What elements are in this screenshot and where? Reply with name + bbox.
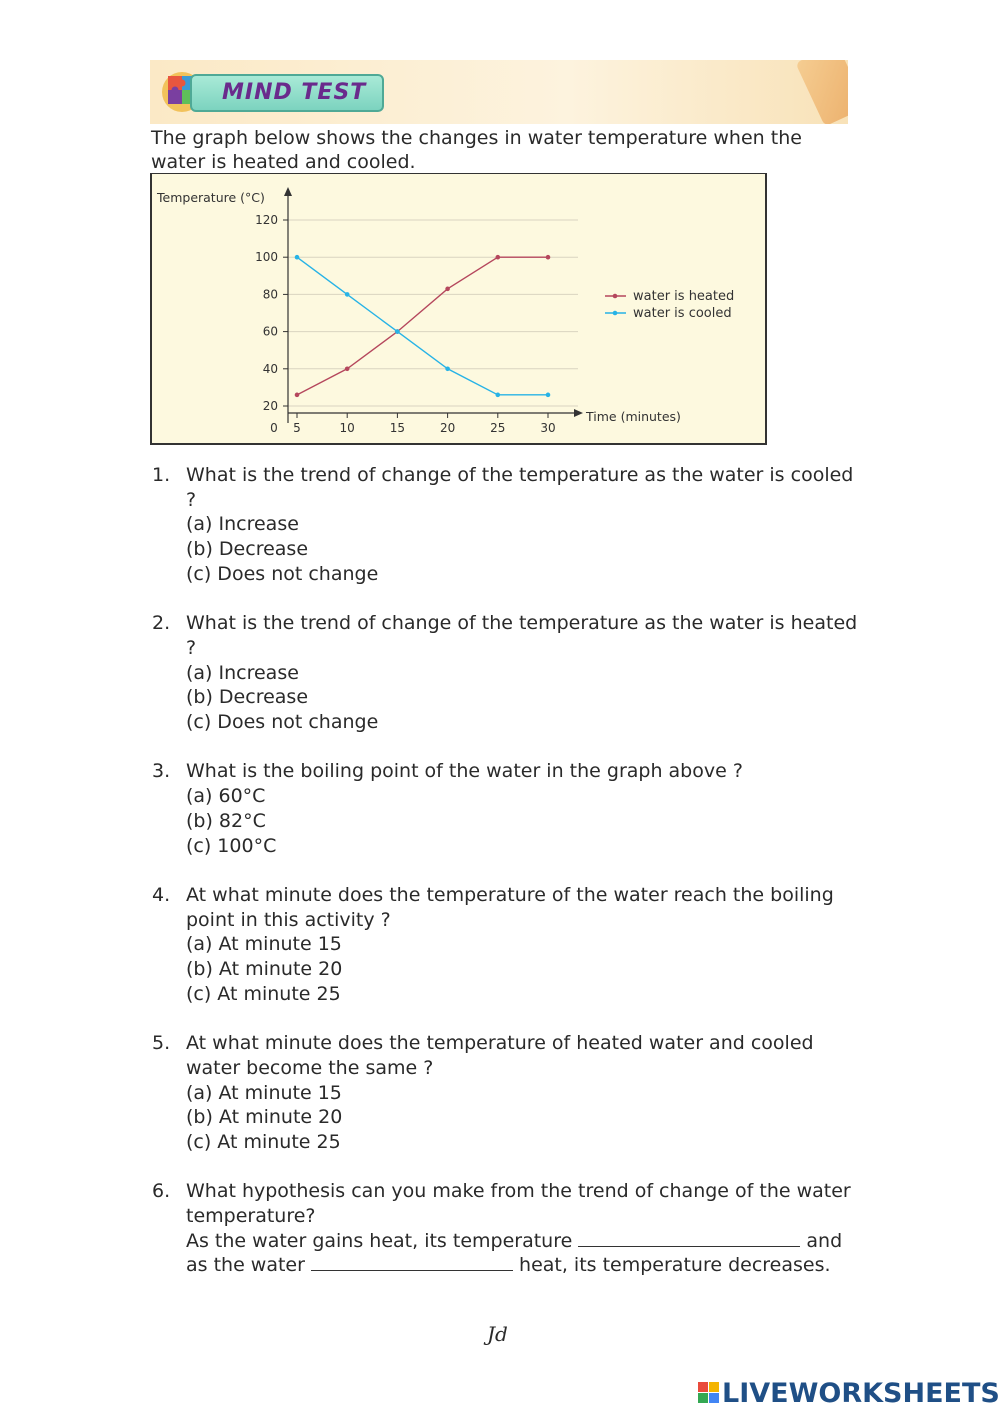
data-point [345, 367, 350, 372]
data-point [395, 329, 400, 334]
answer-option[interactable]: (a) Increase [186, 661, 299, 684]
answer-option[interactable]: (a) At minute 15 [186, 1081, 342, 1104]
question-1 [150, 463, 860, 587]
fill-blank-line-2 [186, 1253, 860, 1278]
answer-option[interactable]: (c) Does not change [186, 562, 379, 585]
x-tick-label: 10 [339, 421, 355, 435]
blank-text-part2: and [806, 1229, 843, 1252]
legend-label: water is heated [633, 289, 735, 304]
blank-text-part1: As the water gains heat, its temperature [186, 1229, 573, 1252]
question-number: 4. [152, 883, 171, 906]
data-point [345, 292, 350, 297]
y-tick-label: 120 [255, 213, 278, 227]
data-point [445, 287, 450, 292]
temperature-chart [150, 173, 767, 445]
x-tick-label: 5 [293, 421, 301, 435]
liveworksheets-watermark [698, 1378, 1000, 1409]
chart-svg [152, 174, 767, 444]
origin-label: 0 [270, 421, 278, 435]
intro-text: The graph below shows the changes in water temperature when the water is heated and cooled. [151, 127, 802, 173]
banner-title: MIND TEST [190, 74, 384, 112]
question-number: 6. [152, 1180, 171, 1203]
question-text: What is the boiling point of the water in the graph above ? [186, 760, 743, 783]
question-text: What is the trend of change of the temperature as the water is cooled ? [186, 464, 854, 511]
x-tick-label: 20 [439, 421, 456, 435]
answer-option[interactable]: (c) 100°C [186, 834, 277, 857]
question-2 [150, 611, 860, 735]
data-point [546, 255, 551, 260]
answer-option[interactable]: (b) Decrease [186, 686, 309, 709]
answer-option[interactable]: (c) At minute 25 [186, 982, 341, 1005]
series-line-1 [297, 257, 548, 395]
banner-corner-decoration [795, 60, 848, 124]
answer-blank-2[interactable] [311, 1254, 513, 1271]
y-axis-label: Temperature (°C) [157, 190, 265, 205]
question-3 [150, 759, 860, 858]
data-point [546, 393, 551, 398]
answer-option[interactable]: (a) At minute 15 [186, 933, 342, 956]
answer-option[interactable]: (b) 82°C [186, 809, 266, 832]
series-line-2 [297, 257, 548, 395]
data-point [496, 393, 501, 398]
liveworksheets-logo-icon [698, 1382, 720, 1404]
data-point [295, 393, 300, 398]
y-axis-arrow [284, 187, 292, 196]
data-point [496, 255, 501, 260]
answer-option[interactable]: (a) 60°C [186, 785, 266, 808]
x-axis-label: Time (minutes) [586, 409, 681, 424]
x-tick-label: 30 [540, 421, 556, 435]
y-tick-label: 40 [262, 361, 278, 376]
question-5 [150, 1031, 860, 1155]
question-number: 2. [152, 612, 171, 635]
data-point [295, 255, 300, 260]
mind-test-banner [150, 60, 848, 124]
x-tick-label: 15 [389, 421, 406, 435]
question-4 [150, 883, 860, 1007]
answer-option[interactable]: (c) Does not change [186, 711, 379, 734]
answer-option[interactable]: (a) Increase [186, 513, 299, 536]
question-6 [150, 1179, 860, 1278]
question-text: What is the trend of change of the temperature as the water is heated ? [186, 612, 858, 659]
x-tick-label: 25 [490, 421, 506, 435]
question-number: 3. [152, 760, 171, 783]
watermark-text: LIVEWORKSHEETS [722, 1378, 1000, 1409]
answer-option[interactable]: (b) At minute 20 [186, 1106, 343, 1129]
questions-list [150, 463, 860, 1303]
question-text: What hypothesis can you make from the trend of change of the water temperature? [186, 1180, 851, 1228]
blank-text-part4: heat, its temperature decreases. [519, 1254, 831, 1277]
question-text: At what minute does the temperature of the water reach the boiling point in this activity ? [186, 883, 834, 931]
y-tick-label: 20 [262, 399, 278, 413]
y-tick-label: 60 [262, 324, 278, 339]
y-tick-label: 100 [255, 250, 278, 265]
answer-option[interactable]: (c) At minute 25 [186, 1130, 341, 1153]
y-tick-label: 80 [262, 287, 278, 302]
fill-blank-line-1 [186, 1229, 860, 1254]
answer-option[interactable]: (b) Decrease [186, 538, 309, 561]
x-axis-arrow [574, 409, 583, 417]
answer-blank-1[interactable] [578, 1230, 800, 1247]
legend-label: water is cooled [633, 306, 732, 321]
legend-marker [613, 311, 618, 316]
signature: Jd [487, 1322, 508, 1346]
blank-text-part3: as the water [186, 1254, 305, 1277]
question-number: 1. [152, 464, 171, 486]
answer-option[interactable]: (b) At minute 20 [186, 958, 343, 981]
data-point [445, 367, 450, 372]
question-text: At what minute does the temperature of heated water and cooled water become the same ? [186, 1032, 814, 1079]
question-number: 5. [152, 1032, 171, 1055]
legend-marker [613, 294, 618, 299]
